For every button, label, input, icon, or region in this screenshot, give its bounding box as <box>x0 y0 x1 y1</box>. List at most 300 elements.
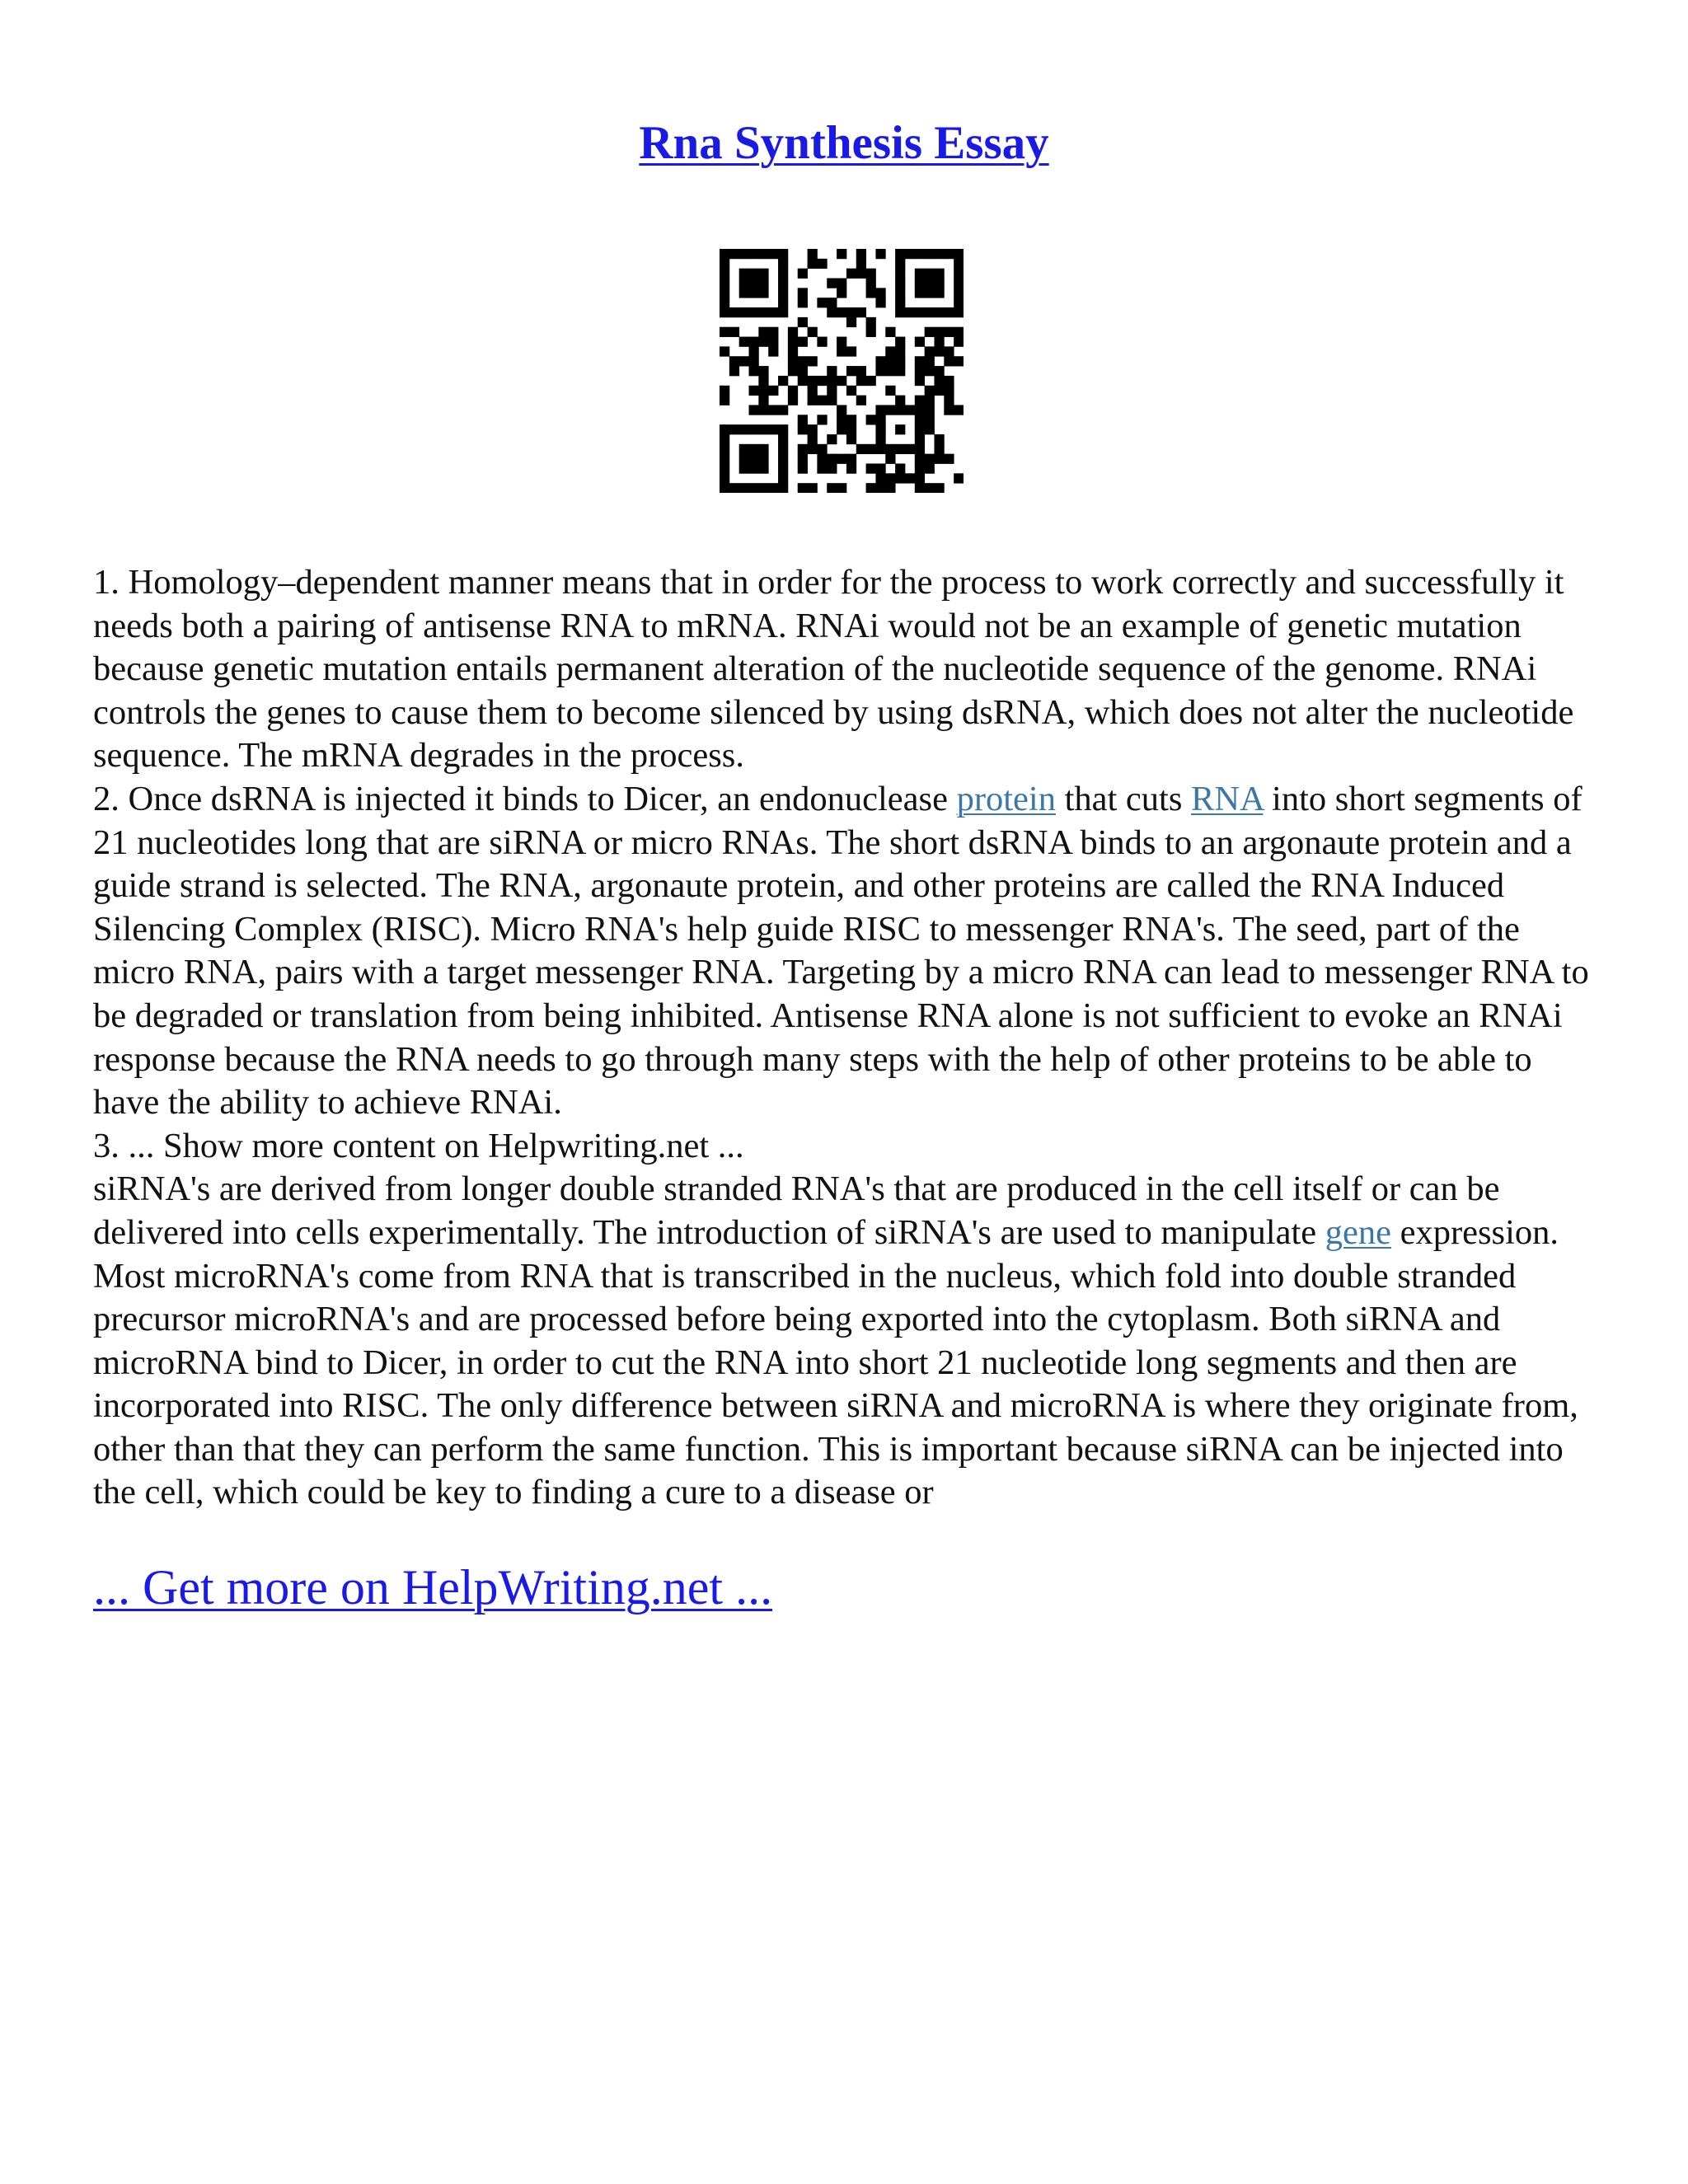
qr-module <box>778 454 788 464</box>
qr-module <box>837 249 846 259</box>
qr-module <box>875 463 885 473</box>
qr-module <box>739 249 749 259</box>
qr-module <box>885 327 895 337</box>
qr-module <box>778 424 788 434</box>
qr-module <box>837 288 846 298</box>
qr-module <box>915 463 925 473</box>
qr-module <box>934 288 944 298</box>
qr-module <box>739 483 749 493</box>
qr-module <box>817 454 827 464</box>
qr-module <box>808 376 818 386</box>
page-title <box>0 114 1688 173</box>
qr-module <box>778 376 788 386</box>
qr-module <box>925 463 935 473</box>
qr-module <box>925 288 935 298</box>
qr-module <box>895 279 905 288</box>
qr-module <box>778 307 788 317</box>
qr-module <box>768 386 778 396</box>
qr-module <box>808 483 818 493</box>
qr-module <box>798 463 808 473</box>
qr-module <box>905 405 915 415</box>
qr-module <box>846 307 856 317</box>
qr-module <box>758 376 768 386</box>
qr-module <box>915 473 925 483</box>
qr-module <box>905 249 915 259</box>
qr-module <box>934 337 944 347</box>
qr-module <box>866 483 876 493</box>
qr-module <box>875 356 885 366</box>
qr-module <box>749 405 759 415</box>
qr-module <box>817 298 827 307</box>
qr-module <box>895 259 905 269</box>
qr-module <box>954 327 964 337</box>
qr-module <box>895 473 905 483</box>
qr-module <box>895 405 905 415</box>
qr-module <box>758 424 768 434</box>
qr-module <box>856 444 866 454</box>
qr-module <box>915 424 925 434</box>
qr-module <box>895 307 905 317</box>
qr-module <box>866 444 876 454</box>
qr-module <box>720 396 729 405</box>
qr-module <box>749 288 759 298</box>
qr-module <box>827 454 837 464</box>
qr-module <box>925 483 935 493</box>
qr-module <box>944 386 954 396</box>
qr-module <box>915 483 925 493</box>
qr-module <box>846 366 856 376</box>
title-link[interactable]: Rna Synthesis Essay <box>639 117 1049 169</box>
qr-module <box>895 337 905 347</box>
qr-module <box>808 356 818 366</box>
qr-module <box>885 386 895 396</box>
qr-module <box>749 366 759 376</box>
qr-module <box>895 424 905 434</box>
qr-module <box>846 424 856 434</box>
qr-module <box>739 463 749 473</box>
qr-module <box>788 327 798 337</box>
qr-module <box>808 434 818 444</box>
qr-module <box>846 317 856 327</box>
qr-module <box>915 279 925 288</box>
qr-module <box>934 346 944 356</box>
qr-module <box>856 376 866 386</box>
qr-module <box>846 415 856 424</box>
qr-module <box>749 386 759 396</box>
qr-module <box>954 269 964 279</box>
qr-module <box>827 307 837 317</box>
qr-module <box>720 307 729 317</box>
qr-module <box>905 473 915 483</box>
qr-module <box>895 356 905 366</box>
qr-module <box>837 454 846 464</box>
qr-module <box>720 434 729 444</box>
qr-module <box>856 366 866 376</box>
qr-module <box>758 405 768 415</box>
qr-module <box>866 279 876 288</box>
qr-module <box>798 424 808 434</box>
qr-module <box>954 405 964 415</box>
qr-module <box>768 405 778 415</box>
qr-module <box>837 405 846 415</box>
qr-module <box>895 346 905 356</box>
qr-module <box>758 454 768 464</box>
qr-module <box>768 346 778 356</box>
qr-module <box>856 396 866 405</box>
qr-module <box>895 396 905 405</box>
paragraph-4 <box>93 1168 1601 1515</box>
qr-module <box>856 307 866 317</box>
qr-module <box>905 307 915 317</box>
qr-module <box>944 396 954 405</box>
qr-module <box>798 337 808 347</box>
qr-module <box>905 444 915 454</box>
qr-module <box>758 307 768 317</box>
qr-module <box>778 288 788 298</box>
qr-module <box>798 483 808 493</box>
qr-module <box>837 346 846 356</box>
qr-module <box>798 269 808 279</box>
qr-module <box>749 356 759 366</box>
qr-module <box>798 317 808 327</box>
qr-module <box>749 483 759 493</box>
qr-module <box>846 386 856 396</box>
qr-module <box>720 424 729 434</box>
qr-module <box>915 376 925 386</box>
qr-module <box>827 376 837 386</box>
qr-module <box>758 337 768 347</box>
qr-code-graphic <box>720 249 964 493</box>
qr-module <box>934 386 944 396</box>
qr-module <box>720 454 729 464</box>
qr-module <box>749 444 759 454</box>
qr-module <box>846 269 856 279</box>
qr-module <box>768 327 778 337</box>
qr-module <box>925 386 935 396</box>
qr-module <box>827 463 837 473</box>
qr-module <box>739 307 749 317</box>
qr-module <box>720 288 729 298</box>
qr-module <box>808 249 818 259</box>
qr-module <box>885 454 895 464</box>
qr-module <box>749 279 759 288</box>
qr-module <box>925 307 935 317</box>
qr-module <box>944 376 954 386</box>
qr-module <box>758 279 768 288</box>
qr-module <box>895 463 905 473</box>
qr-module <box>925 356 935 366</box>
qr-module <box>944 249 954 259</box>
qr-module <box>944 327 954 337</box>
qr-module <box>934 376 944 386</box>
qr-module <box>875 415 885 424</box>
qr-module <box>875 288 885 298</box>
qr-module <box>749 454 759 464</box>
qr-code-icon <box>720 249 964 493</box>
qr-module <box>739 424 749 434</box>
qr-module <box>925 415 935 424</box>
qr-module <box>895 269 905 279</box>
qr-module <box>885 473 895 483</box>
qr-module <box>915 396 925 405</box>
qr-module <box>875 483 885 493</box>
qr-module <box>758 288 768 298</box>
qr-module <box>915 337 925 347</box>
qr-module <box>915 249 925 259</box>
qr-module <box>885 346 895 356</box>
paragraph-2 <box>93 778 1601 1125</box>
qr-module <box>739 444 749 454</box>
qr-module <box>798 415 808 424</box>
paragraph-1: 1. Homology–dependent manner means that in order for the process to work correctly and successfully it needs both a pairing of antisense RNA to mRNA. RNAi would not be an example of genetic mutation because genetic mutation entails permanent alteration of the nucleotide sequence of the genome. RNAi controls the genes to cause them to become silenced by using dsRNA, which does not alter the nucleotide sequence. The mRNA degrades in the process. <box>93 563 1574 776</box>
qr-module <box>739 356 749 366</box>
qr-module <box>827 386 837 396</box>
qr-module <box>778 463 788 473</box>
qr-module <box>798 298 808 307</box>
qr-module <box>885 405 895 415</box>
qr-module <box>827 483 837 493</box>
get-more-link[interactable]: ... Get more on HelpWriting.net ... <box>93 1560 773 1615</box>
qr-module <box>729 327 739 337</box>
qr-module <box>798 356 808 366</box>
qr-module <box>788 346 798 356</box>
qr-module <box>758 463 768 473</box>
qr-module <box>720 386 729 396</box>
get-more-link-container <box>93 1558 772 1617</box>
qr-module <box>925 249 935 259</box>
qr-module <box>808 327 818 337</box>
qr-module <box>925 346 935 356</box>
qr-module <box>768 424 778 434</box>
qr-module <box>875 298 885 307</box>
qr-module <box>925 279 935 288</box>
qr-module <box>885 444 895 454</box>
qr-module <box>915 366 925 376</box>
qr-module <box>846 434 856 444</box>
qr-module <box>739 337 749 347</box>
qr-module <box>817 376 827 386</box>
qr-module <box>925 327 935 337</box>
qr-module <box>934 307 944 317</box>
qr-module <box>875 434 885 444</box>
qr-module <box>875 473 885 483</box>
qr-module <box>954 298 964 307</box>
qr-module <box>778 483 788 493</box>
qr-module <box>729 483 739 493</box>
qr-module <box>749 463 759 473</box>
qr-module <box>720 279 729 288</box>
qr-module <box>875 424 885 434</box>
qr-module <box>915 356 925 366</box>
qr-module <box>954 307 964 317</box>
rna-link[interactable]: RNA <box>1191 779 1264 818</box>
qr-module <box>817 463 827 473</box>
qr-module <box>875 405 885 415</box>
qr-module <box>925 405 935 415</box>
qr-module <box>808 396 818 405</box>
qr-module <box>778 279 788 288</box>
qr-module <box>720 473 729 483</box>
qr-module <box>720 298 729 307</box>
qr-module <box>768 249 778 259</box>
paragraph-4-text-b: expression. Most microRNA's come from RNA that is transcribed in the nucleus, which fold into double stranded precursor microRNA's and are processed before being exported into the cytoplasm. Both siRNA and microRNA bind to Dicer, in order to cut the RNA into short 21 nucleotide long segments and then are incorporated into RISC. The only difference between siRNA and microRNA is where they originate from, other than that they can perform the same function. This is important because siRNA can be injected into the cell, which could be key to finding a cure to a disease or <box>93 1212 1578 1512</box>
qr-module <box>846 346 856 356</box>
qr-module <box>837 376 846 386</box>
qr-module <box>837 415 846 424</box>
qr-module <box>944 405 954 415</box>
qr-module <box>720 259 729 269</box>
qr-module <box>798 444 808 454</box>
qr-module <box>895 444 905 454</box>
qr-module <box>954 249 964 259</box>
qr-module <box>934 454 944 464</box>
qr-module <box>925 269 935 279</box>
qr-module <box>778 298 788 307</box>
qr-module <box>739 279 749 288</box>
qr-module <box>808 444 818 454</box>
qr-module <box>866 415 876 424</box>
qr-module <box>729 424 739 434</box>
qr-module <box>827 434 837 444</box>
qr-module <box>954 356 964 366</box>
qr-module <box>915 415 925 424</box>
qr-module <box>934 483 944 493</box>
qr-module <box>954 279 964 288</box>
qr-module <box>895 288 905 298</box>
qr-module <box>758 386 768 396</box>
qr-module <box>837 279 846 288</box>
qr-module <box>915 307 925 317</box>
qr-module <box>934 327 944 337</box>
paragraph-2-text-c: into short segments of 21 nucleotides long that are siRNA or micro RNAs. The short dsRNA binds to an argonaute protein and a guide strand is selected. The RNA, argonaute protein, and other proteins are called the RNA Induced Silencing Complex (RISC). Micro RNA's help guide RISC to messenger RNA's. The seed, part of the micro RNA, pairs with a target messenger RNA. Targeting by a micro RNA can lead to messenger RNA to be degraded or translation from being inhibited. Antisense RNA alone is not sufficient to evoke an RNAi response because the RNA needs to go through many steps with the help of other proteins to be able to have the ability to achieve RNAi. <box>93 779 1589 1122</box>
qr-module <box>778 405 788 415</box>
qr-module <box>934 366 944 376</box>
qr-module <box>925 366 935 376</box>
qr-module <box>808 259 818 269</box>
qr-module <box>827 366 837 376</box>
qr-module <box>768 307 778 317</box>
protein-link[interactable]: protein <box>956 779 1056 818</box>
qr-module <box>798 288 808 298</box>
qr-module <box>915 444 925 454</box>
qr-module <box>827 396 837 405</box>
qr-module <box>778 259 788 269</box>
qr-module <box>875 444 885 454</box>
qr-module <box>895 366 905 376</box>
qr-module <box>729 249 739 259</box>
qr-module <box>954 337 964 347</box>
qr-module <box>817 444 827 454</box>
qr-module <box>720 249 729 259</box>
qr-module <box>944 356 954 366</box>
qr-module <box>749 424 759 434</box>
qr-module <box>778 434 788 444</box>
qr-module <box>925 424 935 434</box>
qr-module <box>866 327 876 337</box>
qr-module <box>788 337 798 347</box>
qr-module <box>934 434 944 444</box>
qr-module <box>866 269 876 279</box>
qr-module <box>788 356 798 366</box>
qr-module <box>837 307 846 317</box>
qr-module <box>758 249 768 259</box>
qr-module <box>817 396 827 405</box>
qr-module <box>749 346 759 356</box>
qr-module <box>817 259 827 269</box>
qr-module <box>866 376 876 386</box>
qr-module <box>944 307 954 317</box>
qr-module <box>808 424 818 434</box>
qr-module <box>846 454 856 464</box>
qr-module <box>885 483 895 493</box>
qr-module <box>866 317 876 327</box>
qr-module <box>778 444 788 454</box>
qr-module <box>934 279 944 288</box>
qr-module <box>808 386 818 396</box>
qr-module <box>798 366 808 376</box>
qr-module <box>778 473 788 483</box>
qr-module <box>749 249 759 259</box>
qr-module <box>934 444 944 454</box>
qr-module <box>954 288 964 298</box>
qr-module <box>925 396 935 405</box>
qr-module <box>739 288 749 298</box>
qr-module <box>915 405 925 415</box>
paragraph-2-text-b: that cuts <box>1055 779 1192 818</box>
qr-module <box>885 356 895 366</box>
qr-module <box>729 307 739 317</box>
qr-module <box>729 356 739 366</box>
paragraph-3-show-more: 3. ... Show more content on Helpwriting.net ... <box>93 1126 744 1165</box>
qr-module <box>827 298 837 307</box>
qr-module <box>856 269 866 279</box>
qr-module <box>758 444 768 454</box>
qr-module <box>720 463 729 473</box>
qr-module <box>768 483 778 493</box>
qr-module <box>758 366 768 376</box>
qr-module <box>788 386 798 396</box>
paragraph-2-text-a: 2. Once dsRNA is injected it binds to Dicer, an endonuclease <box>93 779 957 818</box>
qr-module <box>915 434 925 444</box>
qr-module <box>720 346 729 356</box>
qr-module <box>895 249 905 259</box>
qr-module <box>720 327 729 337</box>
qr-module <box>934 269 944 279</box>
qr-module <box>915 269 925 279</box>
qr-module <box>954 473 964 483</box>
qr-module <box>758 483 768 493</box>
qr-module <box>817 337 827 347</box>
qr-module <box>729 366 739 376</box>
gene-link[interactable]: gene <box>1325 1212 1391 1252</box>
qr-module <box>827 279 837 288</box>
qr-module <box>778 249 788 259</box>
qr-module <box>720 483 729 493</box>
qr-module <box>758 327 768 337</box>
qr-module <box>944 346 954 356</box>
qr-module <box>846 463 856 473</box>
qr-module <box>739 454 749 464</box>
qr-module <box>875 249 885 259</box>
qr-module <box>856 249 866 259</box>
qr-module <box>739 269 749 279</box>
qr-module <box>925 454 935 464</box>
qr-module <box>778 269 788 279</box>
qr-module <box>817 415 827 424</box>
qr-module <box>720 444 729 454</box>
paragraph-4-text-a: siRNA's are derived from longer double stranded RNA's that are produced in the cell itself or can be delivered into cells experimentally. The introduction of siRNA's are used to manipulate <box>93 1169 1500 1252</box>
qr-module <box>749 307 759 317</box>
